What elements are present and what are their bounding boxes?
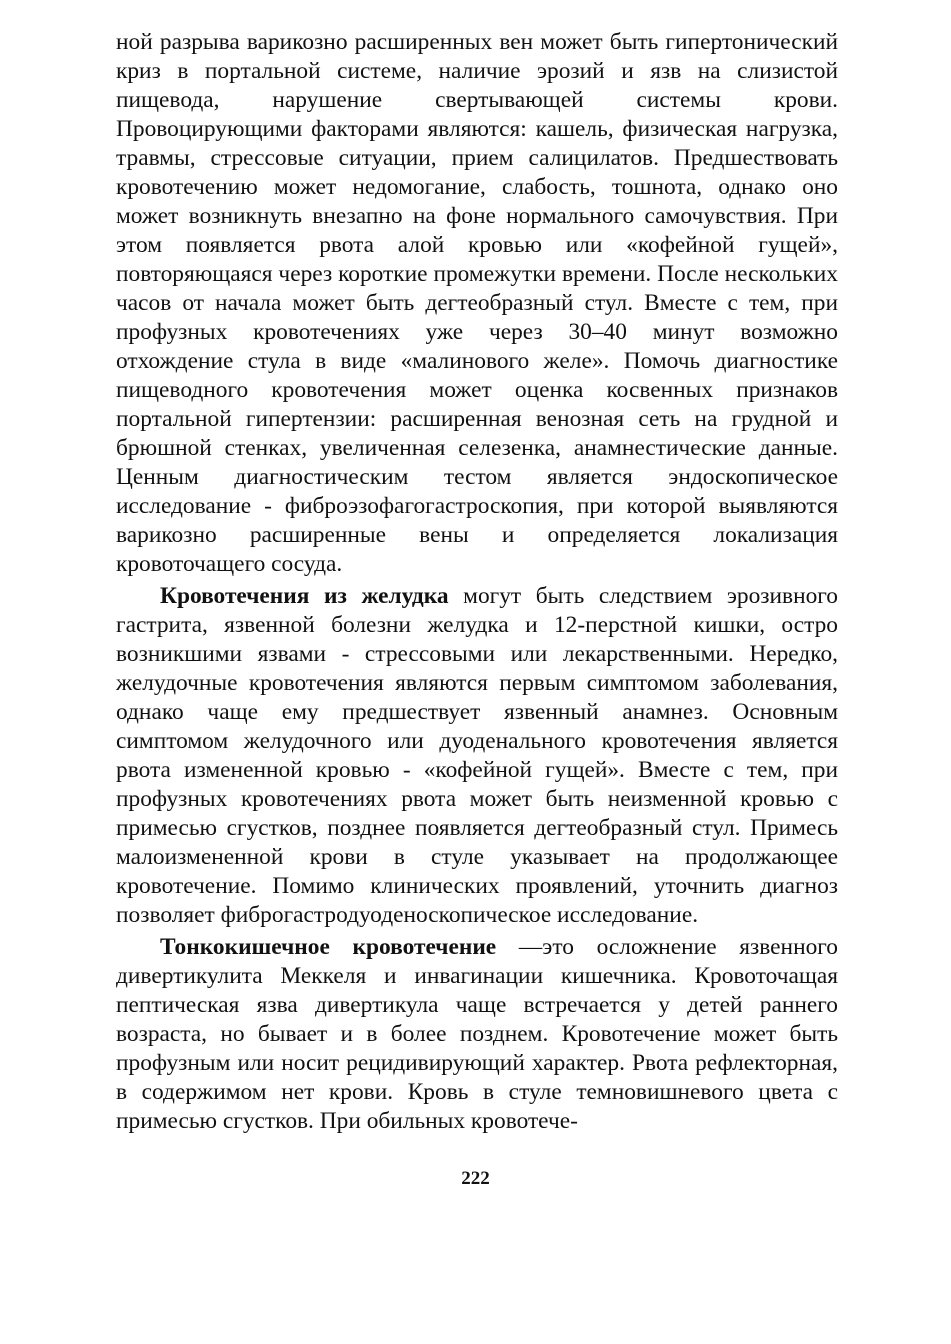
paragraph-gastric-bleeding	[116, 582, 838, 930]
paragraph-text: ной разрыва варикозно расширенных вен может быть гипертонический криз в портальной системе, наличие эрозий и язв на слизистой пищевода, нарушение свертывающей системы крови. Провоцирующими факторами являются: кашель, физическая нагрузка, травмы, стрессовые ситуации, прием салицилатов. Предшествовать кровотечению может недомогание, слабость, тошнота, однако оно может возникнуть внезапно на фоне нормального самочувствия. При этом появляется рвота алой кровью или «кофейной гущей», повторяющаяся через короткие промежутки времени. После нескольких часов от начала может быть дегтеобразный стул. Вместе с тем, при профузных кровотечениях уже через 30–40 минут возможно отхождение стула в виде «малинового желе». Помочь диагностике пищеводного кровотечения может оценка косвенных признаков портальной гипертензии: расширенная венозная сеть на грудной и брюшной стенках, увеличенная селезенка, анамнестические данные. Ценным диагностическим тестом является эндоскопическое исследование - фиброэзофагогастроскопия, при которой выявляются варикозно расширенные вены и определяется локализация кровоточащего сосуда.	[116, 29, 838, 577]
paragraph-text: могут быть следствием эрозивного гастрита, язвенной болезни желудка и 12-перстной кишки, остро возникшими язвами - стрессовыми или лекарственными. Нередко, желудочные кровотечения являются первым симптомом заболевания, однако чаще ему предшествует язвенный анамнез. Основным симптомом желудочного или дуоденального кровотечения является рвота измененной кровью - «кофейной гущей». Вместе с тем, при профузных кровотечениях рвота может быть неизменной кровью с примесью сгустков, позднее появляется дегтеобразный стул. Примесь малоизмененной крови в стуле указывает на продолжающее кровотечение. Помимо клинических проявлений, уточнить диагноз позволяет фиброгастродуоденоскопическое исследование.	[116, 583, 838, 928]
paragraph-text: —это осложнение язвенного дивертикулита Меккеля и инвагинации кишечника. Кровоточащая пептическая язва дивертикула чаще встречается у детей раннего возраста, но бывает и в более позднем. Кровотечение может быть профузным или носит рецидивирующий характер. Рвота рефлекторная, в содержимом нет крови. Кровь в стуле темновишневого цвета с примесью сгустков. При обильных кровотече-	[116, 934, 838, 1134]
page-number: 222	[461, 1168, 490, 1189]
page-body	[116, 28, 838, 1136]
bold-term: Кровотечения из желудка	[160, 583, 449, 609]
paragraph-esophageal-continuation	[116, 28, 838, 579]
bold-term: Тонкокишечное кровотечение	[160, 934, 497, 960]
paragraph-small-intestine-bleeding	[116, 933, 838, 1136]
